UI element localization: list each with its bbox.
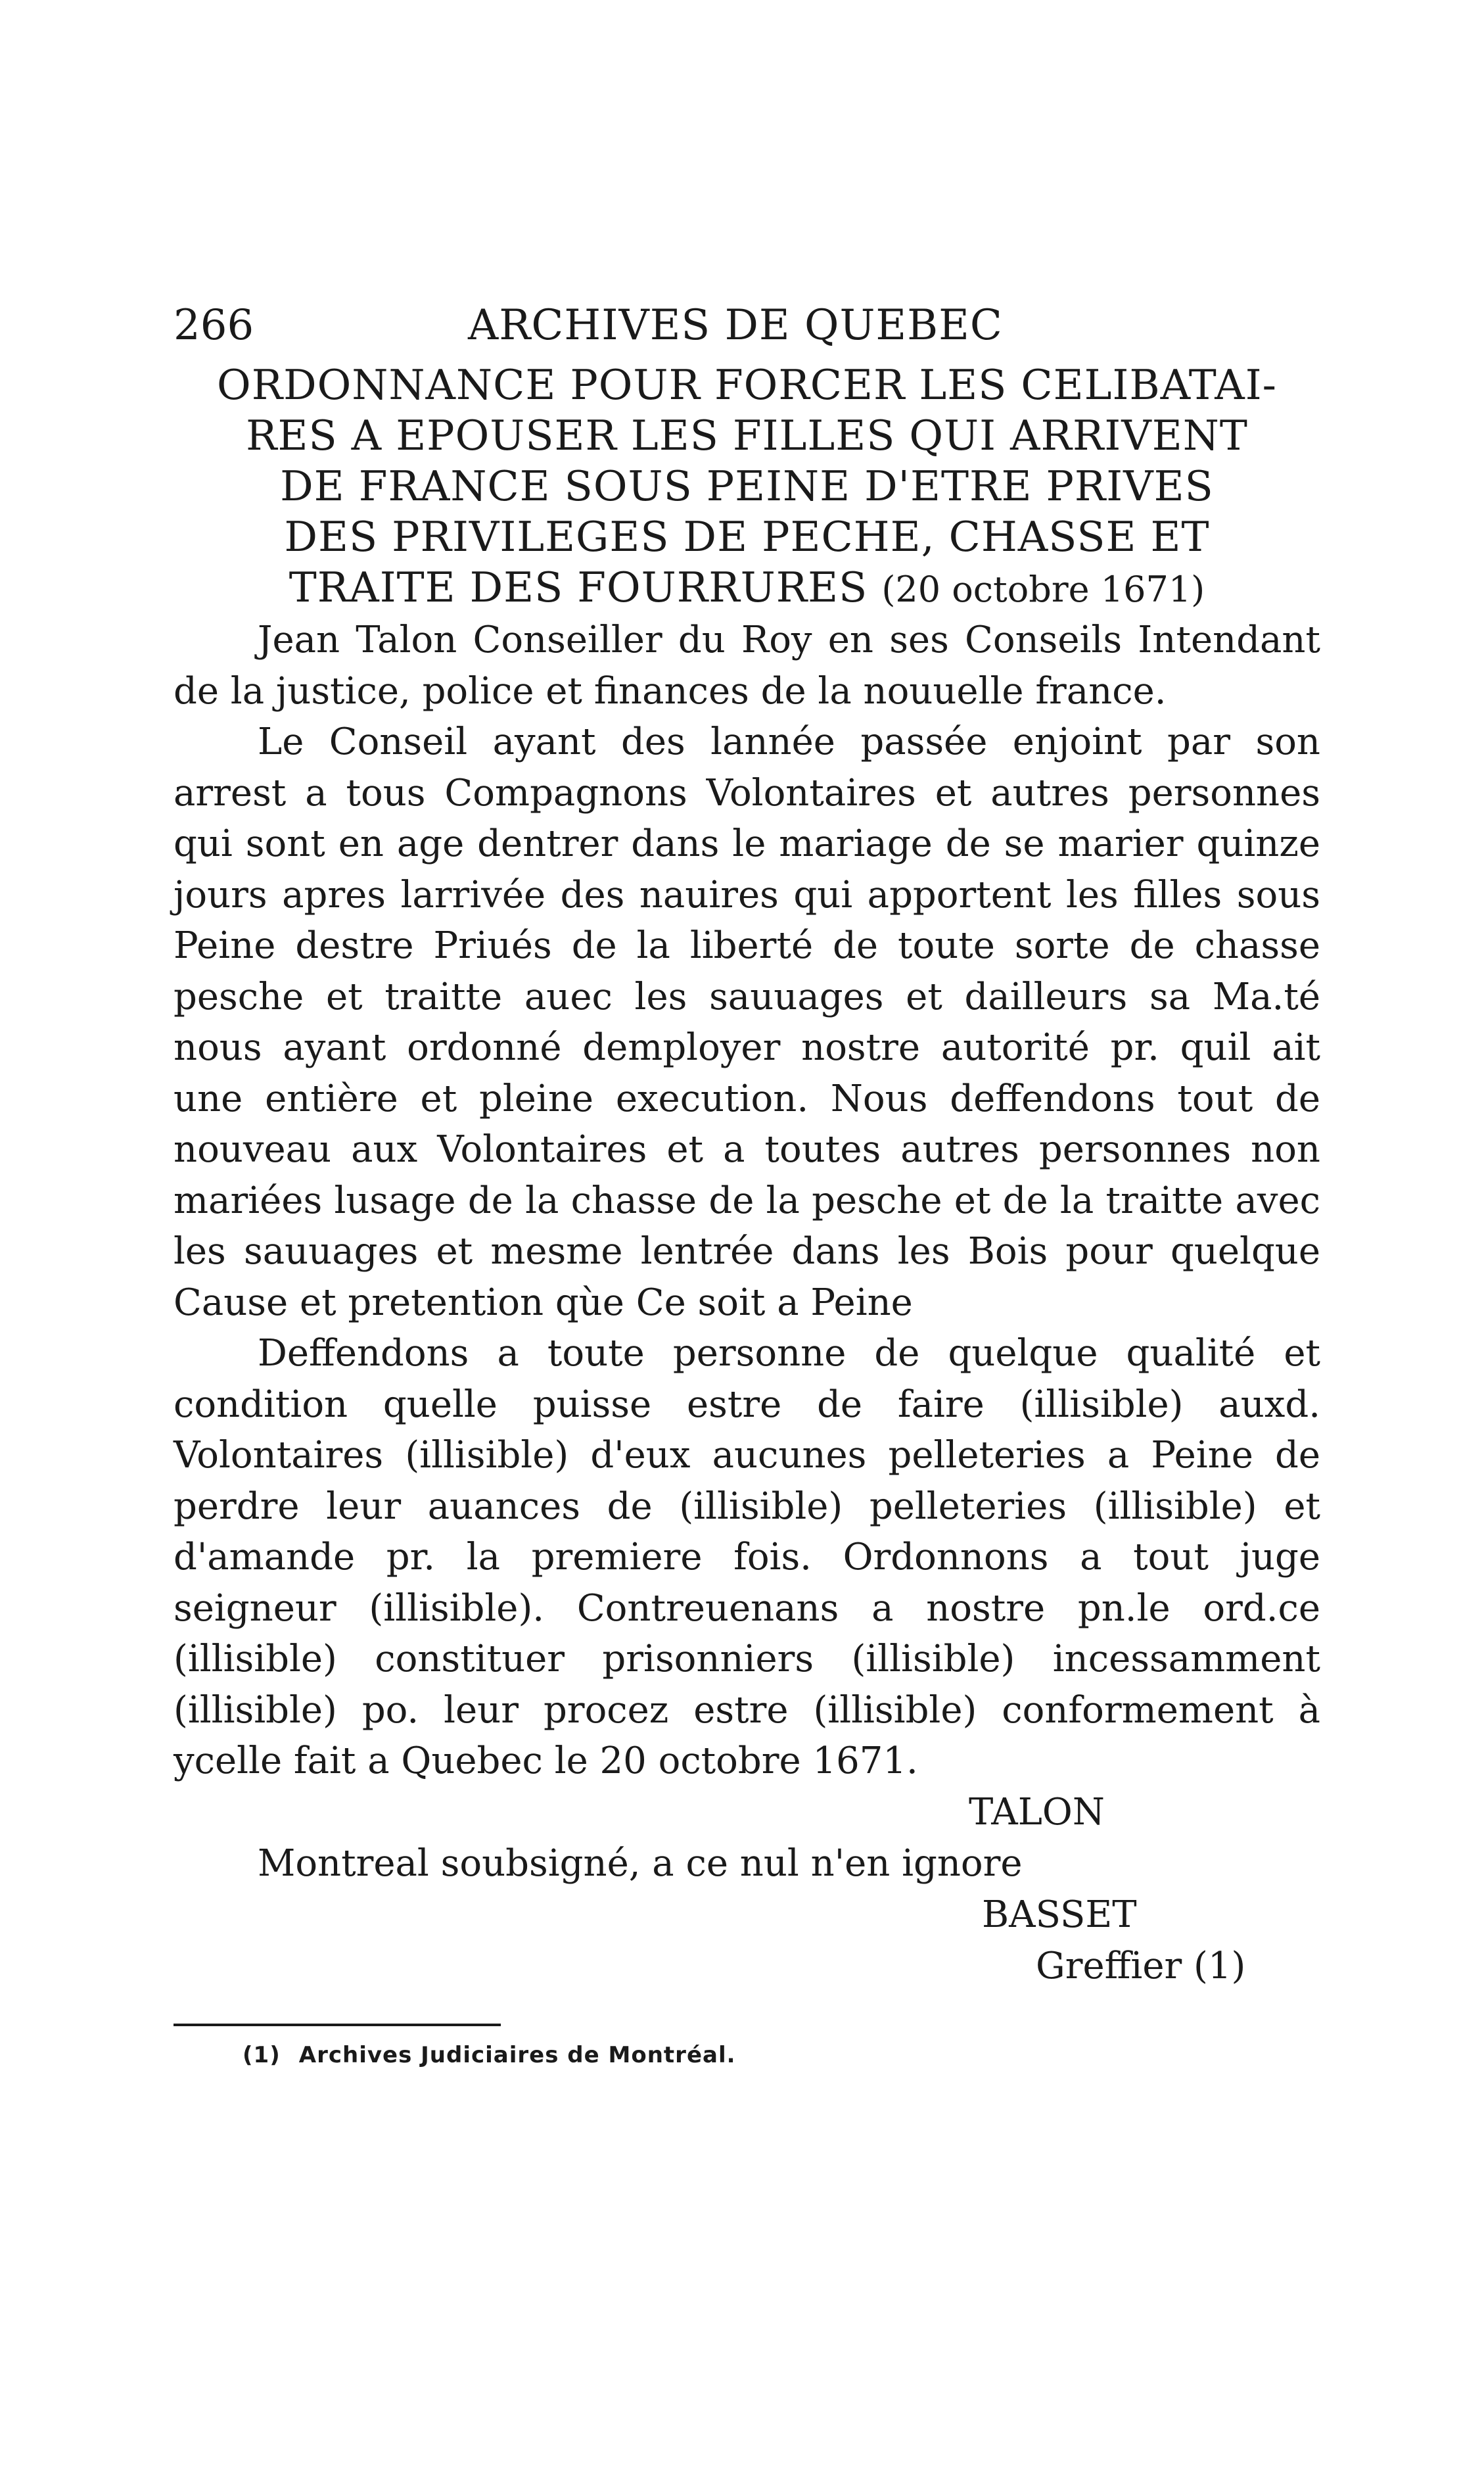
paragraph-council: Le Conseil ayant des lannée passée enjoint par son arrest a tous Compagnons Volontaires et autres personnes qui sont en age dentrer dans le mariage de se marier quinze jours apres larrivée des nauires qui apportent les filles sous Peine destre Priués de la liberté de toute sorte de chasse pesche et traitte auec les sauuages et dailleurs sa Ma.té nous ayant ordonné demployer nostre autorité pr. quil ait une entière et pleine execution. Nous deffendons tout de nouveau aux Volontaires et a toutes autres personnes non mariées lusage de la chasse de la pesche et de la traitte avec les sauuages et mesme lentrée dans les Bois pour quelque Cause et pretention qùe Ce soit a Peine (174, 721, 1320, 1324)
footnote-divider (174, 2024, 501, 2026)
footnote (174, 2041, 1320, 2070)
signature-basset: BASSET (982, 1893, 1137, 1936)
footnote-text: Archives Judiciaires de Montréal. (298, 2041, 736, 2068)
title-line-3: DE FRANCE SOUS PEINE D'ETRE PRIVES (280, 462, 1214, 510)
title-line-1: ORDONNANCE POUR FORCER LES CELIBATAI- (217, 361, 1277, 409)
title-date: (20 octobre 1671) (881, 569, 1205, 610)
footnote-marker: (1) (243, 2041, 281, 2068)
signature-talon: TALON (969, 1790, 1105, 1834)
header-title: ARCHIVES DE QUEBEC (468, 301, 1003, 350)
title-line-4: DES PRIVILEGES DE PECHE, CHASSE ET (284, 513, 1210, 561)
signature-montreal-note: Montreal soubsigné, a ce nul n'en ignore (258, 1841, 1023, 1885)
ordinance-body (174, 615, 1320, 1787)
title-line-2: RES A EPOUSER LES FILLES QUI ARRIVENT (246, 412, 1248, 460)
ordinance-title (174, 360, 1320, 615)
signature-block (174, 1787, 1320, 1992)
signature-greffier: Greffier (1) (1036, 1944, 1246, 1987)
title-line-5 (174, 562, 1320, 615)
page-number: 266 (174, 301, 254, 350)
running-head (174, 299, 1320, 352)
paragraph-preamble: Jean Talon Conseiller du Roy en ses Conseils Intendant de la justice, police et finances de la nouuelle france. (174, 619, 1320, 713)
paragraph-prohibition: Deffendons a toute personne de quelque qualité et condition quelle puisse estre de faire (illisible) auxd. Volontaires (illisible) d'eux aucunes pelleteries a Peine de perdre leur auances de (illisible) pelleteries (illisible) et d'amande pr. la premiere fois. Ordonnons a tout juge seigneur (illisible). Contreuenans a nostre pn.le ord.ce (illisible) constituer prisonniers (illisible) incessamment (illisible) po. leur procez estre (illisible) conformement à ycelle fait a Quebec le 20 octobre 1671. (174, 1332, 1320, 1782)
title-line-5-text: TRAITE DES FOURRURES (289, 563, 868, 611)
page (174, 299, 1320, 2070)
